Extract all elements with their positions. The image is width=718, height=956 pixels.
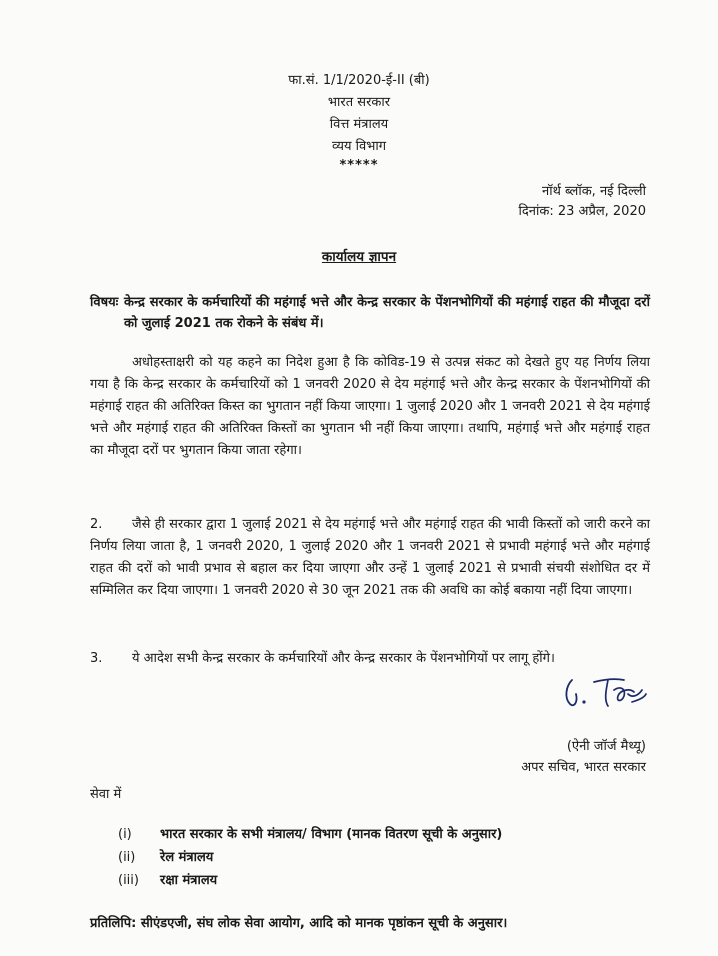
recipient-text: रेल मंत्रालय [160,850,214,865]
ministry-name: वित्त मंत्रालय [329,117,389,132]
recipient-item [118,849,213,867]
recipient-index: (iii) [118,873,139,888]
recipient-index: (ii) [118,850,136,865]
address-block [518,182,646,222]
recipient-text: रक्षा मंत्रालय [160,873,218,888]
memo-heading [0,247,718,265]
government-name: भारत सरकार [327,95,391,110]
paragraph-3-text: ये आदेश सभी केन्द्र सरकार के कर्मचारियों और केन्द्र सरकार के पेंशनभोगियों पर लागू होंगे। [132,651,555,666]
recipient-item [118,872,217,890]
signatory-designation: अपर सचिव, भारत सरकार [521,760,646,775]
memo-heading-text: कार्यालय ज्ञापन [321,249,397,265]
department-name: व्यय विभाग [331,139,387,154]
file-number: फा.सं. 1/1/2020-ई-II (बी) [288,73,430,88]
paragraph-2-number: 2. [90,517,103,532]
paragraph-3-number: 3. [90,651,103,666]
recipient-item [118,826,502,844]
subject-text: केन्द्र सरकार के कर्मचारियों की महंगाई भत्ते और केन्द्र सरकार के पेंशनभोगियों की महंगाई राहत की मौजूदा दरों को जुलाई 2021 तक रोकने के संबंध में। [124,295,650,331]
subject-label: विषयः [90,295,119,310]
recipient-text: भारत सरकार के सभी मंत्रालय/ विभाग (मानक वितरण सूची के अनुसार) [160,827,503,842]
addressed-to-label: सेवा में [90,787,122,802]
paragraph-1: अधोहस्ताक्षरी को यह कहने का निदेश हुआ है कि कोविड-19 से उत्पन्न संकट को देखते हुए यह निर्णय लिया गया है कि केन्द्र सरकार के कर्मचारियों को 1 जनवरी 2020 से देय महंगाई भत्ते और केन्द्र सरकार के पेंशनभोगियों की महंगाई राहत की अतिरिक्त किस्त का भुगतान नहीं किया जाएगा। 1 जुलाई 2020 और 1 जनवरी 2021 से देय महंगाई भत्ते और महंगाई राहत की अतिरिक्त किस्तों का भुगतान भी नहीं किया जाएगा। तथापि, महंगाई भत्ते और महंगाई राहत का मौजूदा दरों पर भुगतान किया जाता रहेगा। [90,355,650,458]
recipient-index: (i) [118,827,132,842]
subject-block [90,292,650,334]
copy-to-line: प्रतिलिपि: सीएंडएजी, संघ लोक सेवा आयोग, आदि को मानक पृष्ठांकन सूची के अनुसार। [90,916,508,931]
paragraph-3 [90,648,650,670]
signatory-name: (ऐनी जॉर्ज मैथ्यू) [566,739,646,754]
separator-stars: ***** [339,158,379,173]
paragraph-2 [90,514,650,602]
handwritten-signature [558,672,650,714]
paragraph-2-text: जैसे ही सरकार द्वारा 1 जुलाई 2021 से देय महंगाई भत्ते और महंगाई राहत की भावी किस्तों को जारी करने का निर्णय लिया जाता है, 1 जनवरी 2020, 1 जुलाई 2020 और 1 जनवरी 2021 से प्रभावी महंगाई भत्ते और महंगाई राहत की दरों को भावी प्रभाव से बहाल कर दिया जाएगा और उन्हें 1 जुलाई 2021 से प्रभावी संचयी संशोधित दर में सम्मिलित कर दिया जाएगा। 1 जनवरी 2020 से 30 जून 2021 तक की अवधि का कोई बकाया नहीं दिया जाएगा। [90,517,650,598]
signatory-block [521,736,646,778]
memo-date: दिनांक: 23 अप्रैल, 2020 [518,204,646,219]
header-block [0,70,718,174]
office-location: नॉर्थ ब्लॉक, नई दिल्ली [541,184,646,199]
